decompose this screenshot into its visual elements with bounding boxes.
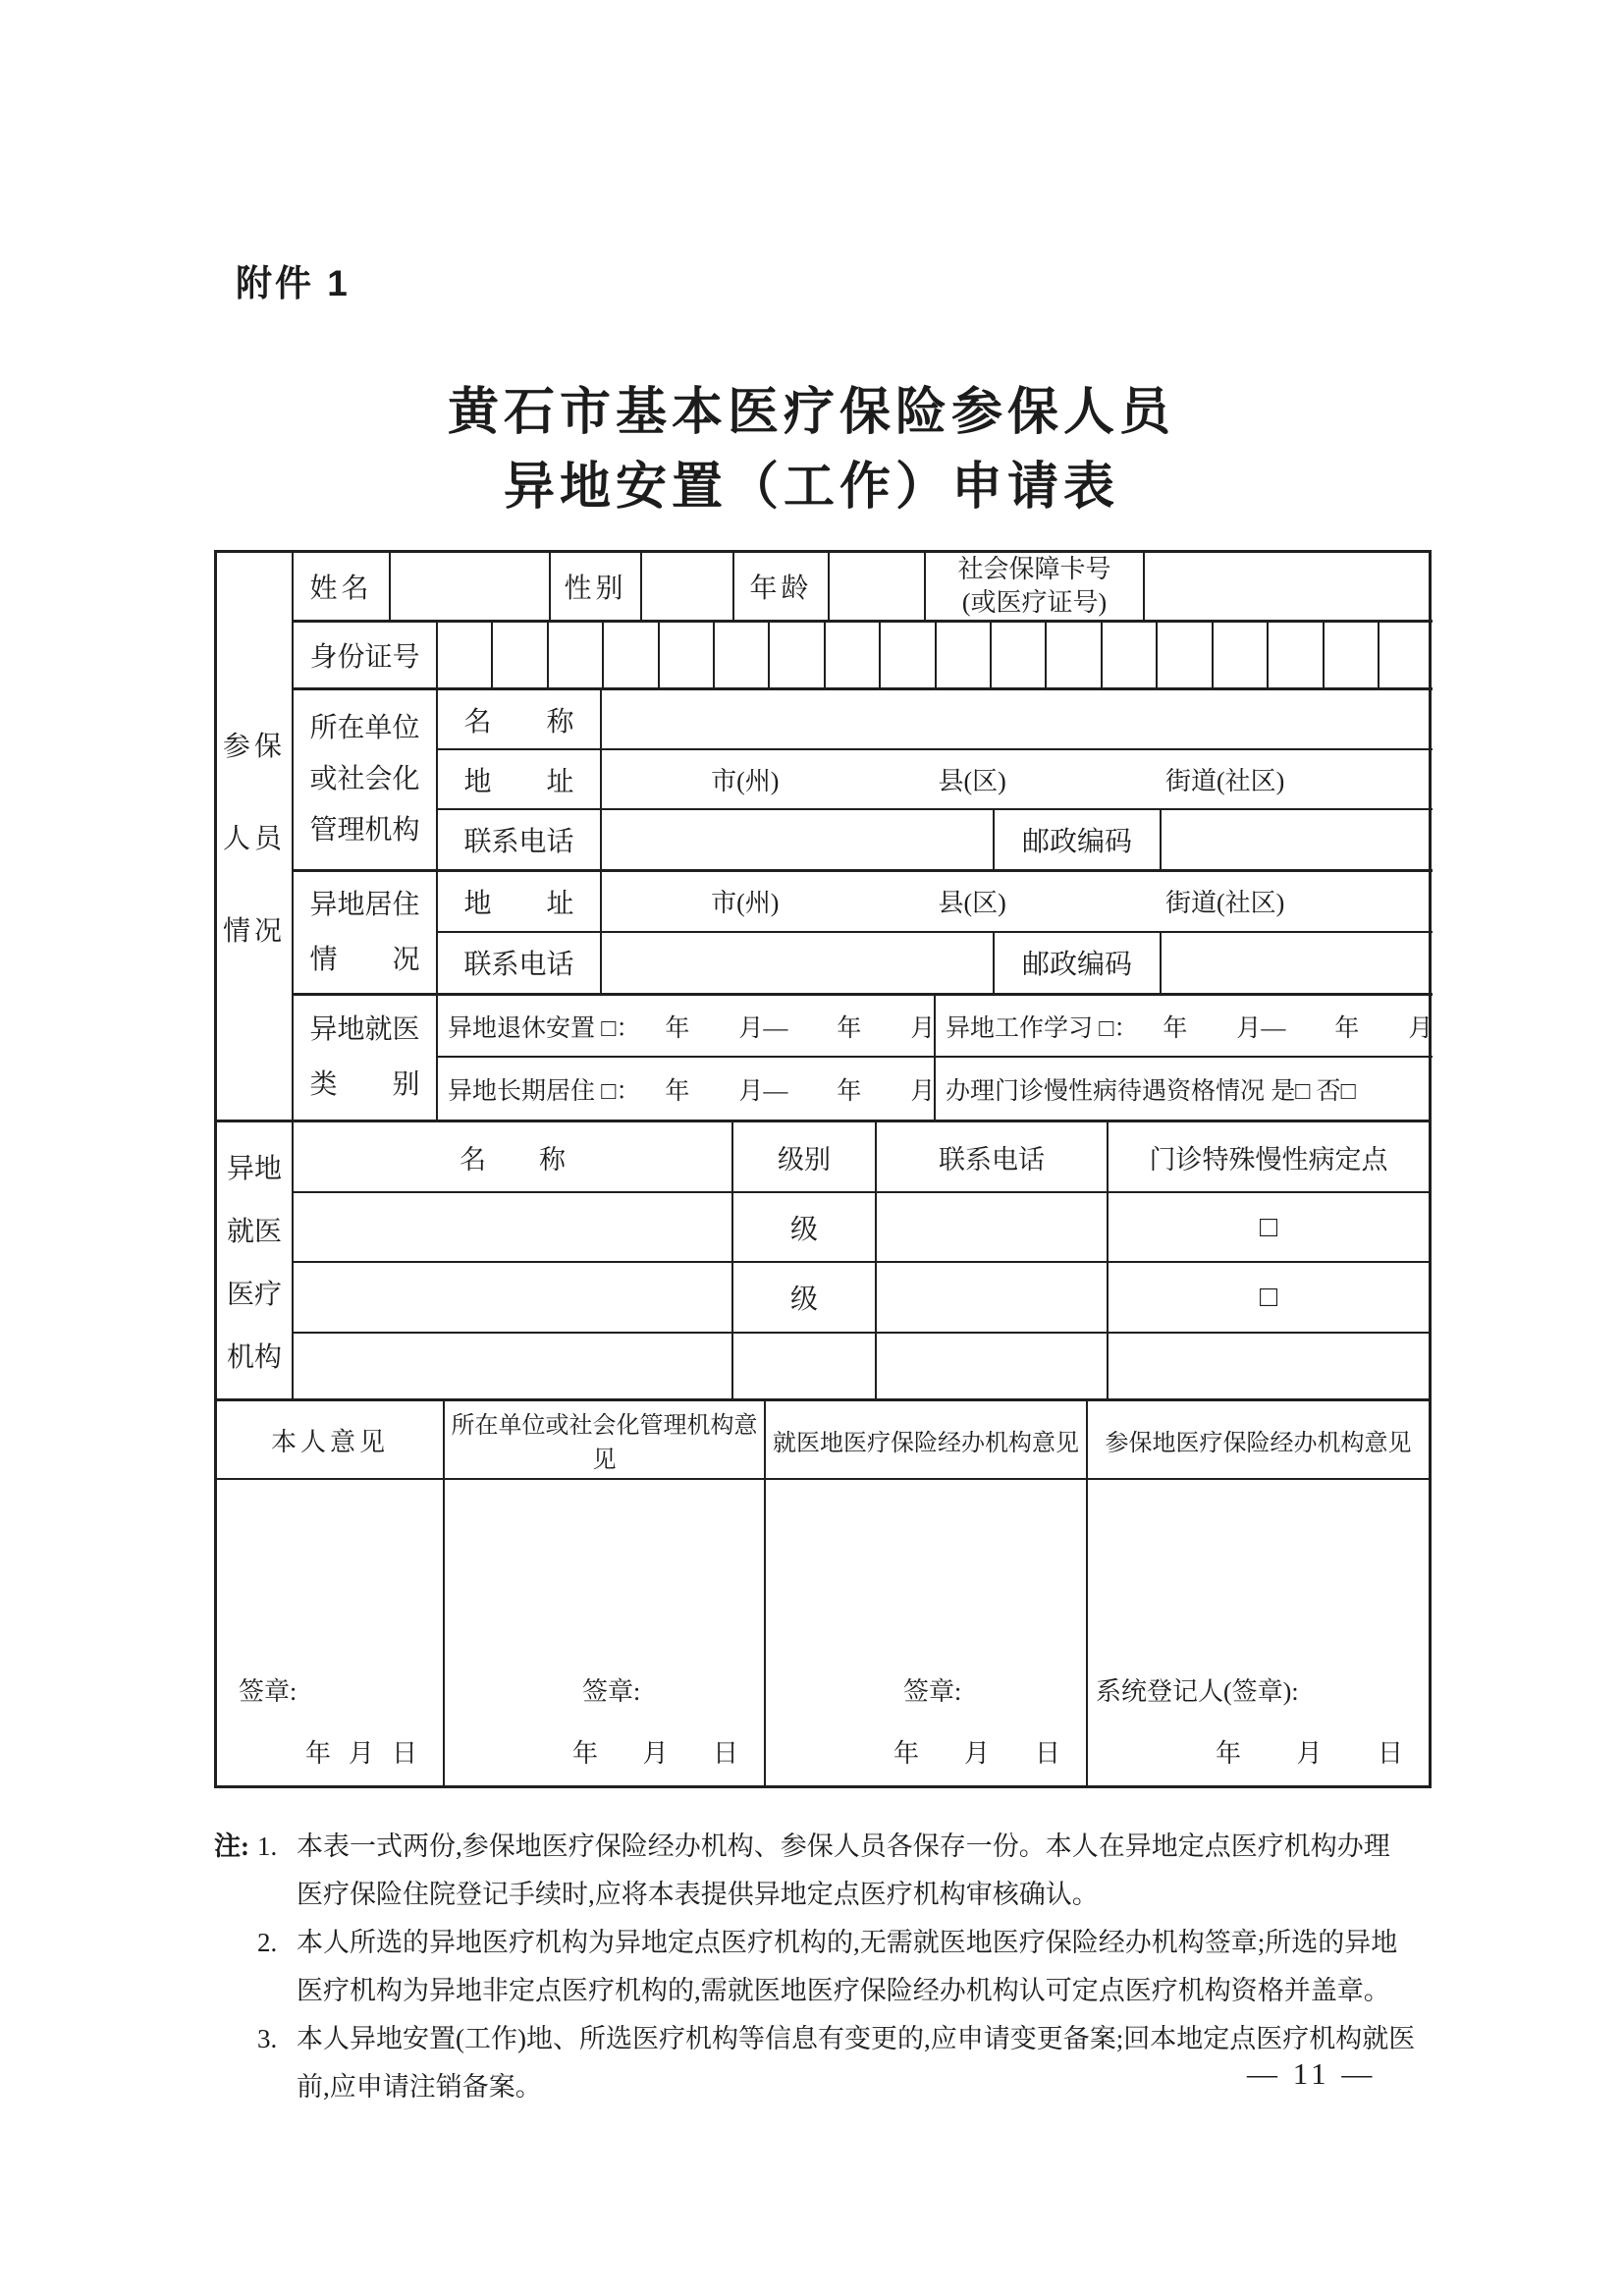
signature-date: 年 月 日 (893, 1739, 1060, 1768)
unit-name-label: 名 称 (438, 690, 602, 748)
section-medical-institutions (217, 1122, 1429, 1401)
med-org-col-designated: 门诊特殊慢性病定点 (1149, 1144, 1388, 1175)
note-number: 2. (257, 1928, 278, 1957)
ssc-value-cell (1145, 553, 1433, 620)
note-item (214, 2015, 1416, 2111)
med-org-phone-cell (877, 1334, 1109, 1398)
id-digit-cell (438, 623, 493, 687)
id-digit-cell (826, 623, 881, 687)
signature-unit-cell (445, 1480, 766, 1785)
note-text: 本人所选的异地医疗机构为异地定点医疗机构的,无需就医地医疗保险经办机构签章;所选的异地医疗机构为异地非定点医疗机构的,需就医地医疗保险经办机构认可定点医疗机构资格并盖章。 (297, 1928, 1398, 2005)
id-digit-cell (1047, 623, 1102, 687)
longterm-date-range: 年 月— 年 月 (640, 1077, 936, 1105)
residence-postal-label: 邮政编码 (995, 933, 1162, 993)
unit-address-value-cell (602, 750, 1433, 808)
med-org-name-cell (294, 1193, 733, 1261)
id-digit-cell (604, 623, 659, 687)
opinion-self-header: 本人意见 (217, 1401, 445, 1478)
group-work-unit (294, 690, 1433, 872)
gender-label: 性别 (551, 553, 642, 620)
gender-value-cell (642, 553, 734, 620)
category-retire-cell (438, 996, 936, 1056)
med-org-row-3 (294, 1334, 1429, 1398)
signature-self-cell (217, 1480, 445, 1785)
unit-address-row (438, 750, 1433, 810)
age-value-cell (830, 553, 926, 620)
med-org-level-cell: 级 (733, 1263, 877, 1331)
opinions-header-row (217, 1401, 1429, 1480)
opinion-insure-header: 参保地医疗保险经办机构意见 (1105, 1430, 1412, 1456)
category-work-cell (936, 996, 1433, 1056)
addr-county-placeholder: 县(区) (938, 889, 1006, 918)
work-date-range: 年 月— 年 月 (1138, 1014, 1434, 1042)
unit-name-row (438, 690, 1433, 750)
seal-label: 签章: (239, 1677, 298, 1706)
insured-group-label: 参保 人员 情况 (217, 553, 294, 1120)
residence-group-label: 异地居住 情 况 (294, 872, 438, 993)
note-number: 3. (257, 2024, 278, 2053)
signature-treat-cell (766, 1480, 1088, 1785)
id-digit-cell (1158, 623, 1213, 687)
note-prefix: 注: (214, 1831, 249, 1861)
ssc-label: 社会保障卡号 (或医疗证号) (926, 553, 1145, 620)
id-digit-cell (1103, 623, 1158, 687)
note-text: 本人异地安置(工作)地、所选医疗机构等信息有变更的,应申请变更备案;回本地定点医疗机构就医前,应申请注销备案。 (297, 2024, 1416, 2102)
med-org-group-label: 异地 就医 医疗 机构 (217, 1122, 294, 1398)
name-value-cell (391, 553, 551, 620)
row-id-number (294, 623, 1433, 690)
signature-date: 年 月 日 (305, 1739, 417, 1768)
name-label: 姓名 (294, 553, 391, 620)
page-number: — 11 — (1247, 2056, 1377, 2091)
signature-date: 年 月 日 (1216, 1739, 1403, 1768)
section-opinions (217, 1401, 1429, 1785)
designated-checkbox: □ (1259, 1281, 1278, 1314)
id-digit-cell (881, 623, 936, 687)
id-digit-cell (493, 623, 548, 687)
designated-checkbox: □ (1259, 1210, 1278, 1243)
signatures-row (217, 1480, 1429, 1785)
id-digit-cell (992, 623, 1047, 687)
seal-label: 签章: (903, 1677, 962, 1706)
residence-address-value-cell (602, 872, 1433, 931)
addr-street-placeholder: 街道(社区) (1164, 889, 1285, 918)
group-medical-category (294, 996, 1433, 1120)
seal-label: 签章: (582, 1677, 641, 1706)
id-digit-cell (660, 623, 715, 687)
signature-date: 年 月 日 (572, 1739, 738, 1768)
form-title-line1: 黄石市基本医疗保险参保人员 (447, 384, 1175, 441)
note-number: 1. (257, 1831, 278, 1861)
longterm-checkbox-label: 异地长期居住 □： (448, 1077, 641, 1105)
id-digit-cell (770, 623, 825, 687)
category-longterm-cell (438, 1058, 936, 1120)
residence-phone-label: 联系电话 (438, 933, 602, 993)
id-label: 身份证号 (294, 623, 438, 687)
med-org-name-cell (294, 1263, 733, 1331)
med-org-level-cell: 级 (733, 1193, 877, 1261)
id-digit-cell (1325, 623, 1380, 687)
med-org-row-2 (294, 1263, 1429, 1333)
category-row-1 (438, 996, 1433, 1058)
category-group-label: 异地就医 类 别 (294, 996, 438, 1120)
application-table (214, 550, 1432, 1788)
work-checkbox-label: 异地工作学习 □： (946, 1014, 1139, 1042)
work-unit-group-label: 所在单位 或社会化 管理机构 (294, 690, 438, 869)
id-digit-cell (1269, 623, 1324, 687)
signature-insure-cell (1088, 1480, 1429, 1785)
residence-address-row (438, 872, 1433, 933)
residence-phone-value-cell (602, 933, 995, 993)
unit-phone-row (438, 810, 1433, 869)
med-org-designated-cell (1109, 1334, 1429, 1398)
category-chronic-cell: 办理门诊慢性病待遇资格情况 是□ 否□ (946, 1077, 1356, 1105)
residence-address-label: 地 址 (438, 872, 602, 931)
unit-name-value-cell (602, 690, 1433, 748)
group-remote-residence (294, 872, 1433, 996)
residence-postal-value-cell (1162, 933, 1433, 993)
id-digit-cell (715, 623, 770, 687)
registrar-seal-label: 系统登记人(签章): (1096, 1677, 1299, 1706)
addr-county-placeholder: 县(区) (938, 767, 1006, 795)
med-org-name-cell (294, 1334, 733, 1398)
form-title (0, 375, 1623, 524)
notes-block (214, 1823, 1416, 2111)
med-org-phone-cell (877, 1193, 1109, 1261)
unit-postal-value-cell (1162, 810, 1433, 869)
retire-date-range: 年 月— 年 月 (640, 1014, 936, 1042)
med-org-phone-cell (877, 1263, 1109, 1331)
section-insured-info (217, 553, 1434, 1122)
addr-city-placeholder: 市(州) (711, 767, 780, 795)
note-text: 本表一式两份,参保地医疗保险经办机构、参保人员各保存一份。本人在异地定点医疗机构办理医疗保险住院登记手续时,应将本表提供异地定点医疗机构审核确认。 (297, 1831, 1390, 1909)
attachment-label: 附件 1 (236, 263, 351, 303)
form-title-line2: 异地安置（工作）申请表 (503, 459, 1119, 516)
unit-phone-value-cell (602, 810, 995, 869)
category-row-2 (438, 1058, 1433, 1120)
unit-postal-label: 邮政编码 (995, 810, 1162, 869)
id-digit-cell (1214, 623, 1269, 687)
row-name-gender-age (294, 553, 1433, 623)
note-item (214, 1919, 1416, 2015)
med-org-col-level: 级别 (733, 1122, 877, 1191)
note-item (214, 1823, 1416, 1919)
med-org-col-name: 名 称 (294, 1122, 733, 1191)
retire-checkbox-label: 异地退休安置 □： (448, 1014, 641, 1042)
id-digit-cell (937, 623, 992, 687)
med-org-level-cell (733, 1334, 877, 1398)
opinion-unit-header: 所在单位或社会化管理机构意见 (445, 1401, 766, 1478)
opinion-treat-header: 就医地医疗保险经办机构意见 (766, 1401, 1088, 1478)
med-org-col-phone: 联系电话 (877, 1122, 1109, 1191)
unit-address-label: 地 址 (438, 750, 602, 808)
id-digit-cell (549, 623, 604, 687)
addr-street-placeholder: 街道(社区) (1164, 767, 1285, 795)
med-org-header-row (294, 1122, 1429, 1193)
addr-city-placeholder: 市(州) (711, 889, 780, 918)
age-label: 年龄 (734, 553, 830, 620)
id-digit-cell (1380, 623, 1433, 687)
unit-phone-label: 联系电话 (438, 810, 602, 869)
med-org-row-1 (294, 1193, 1429, 1263)
residence-phone-row (438, 933, 1433, 993)
